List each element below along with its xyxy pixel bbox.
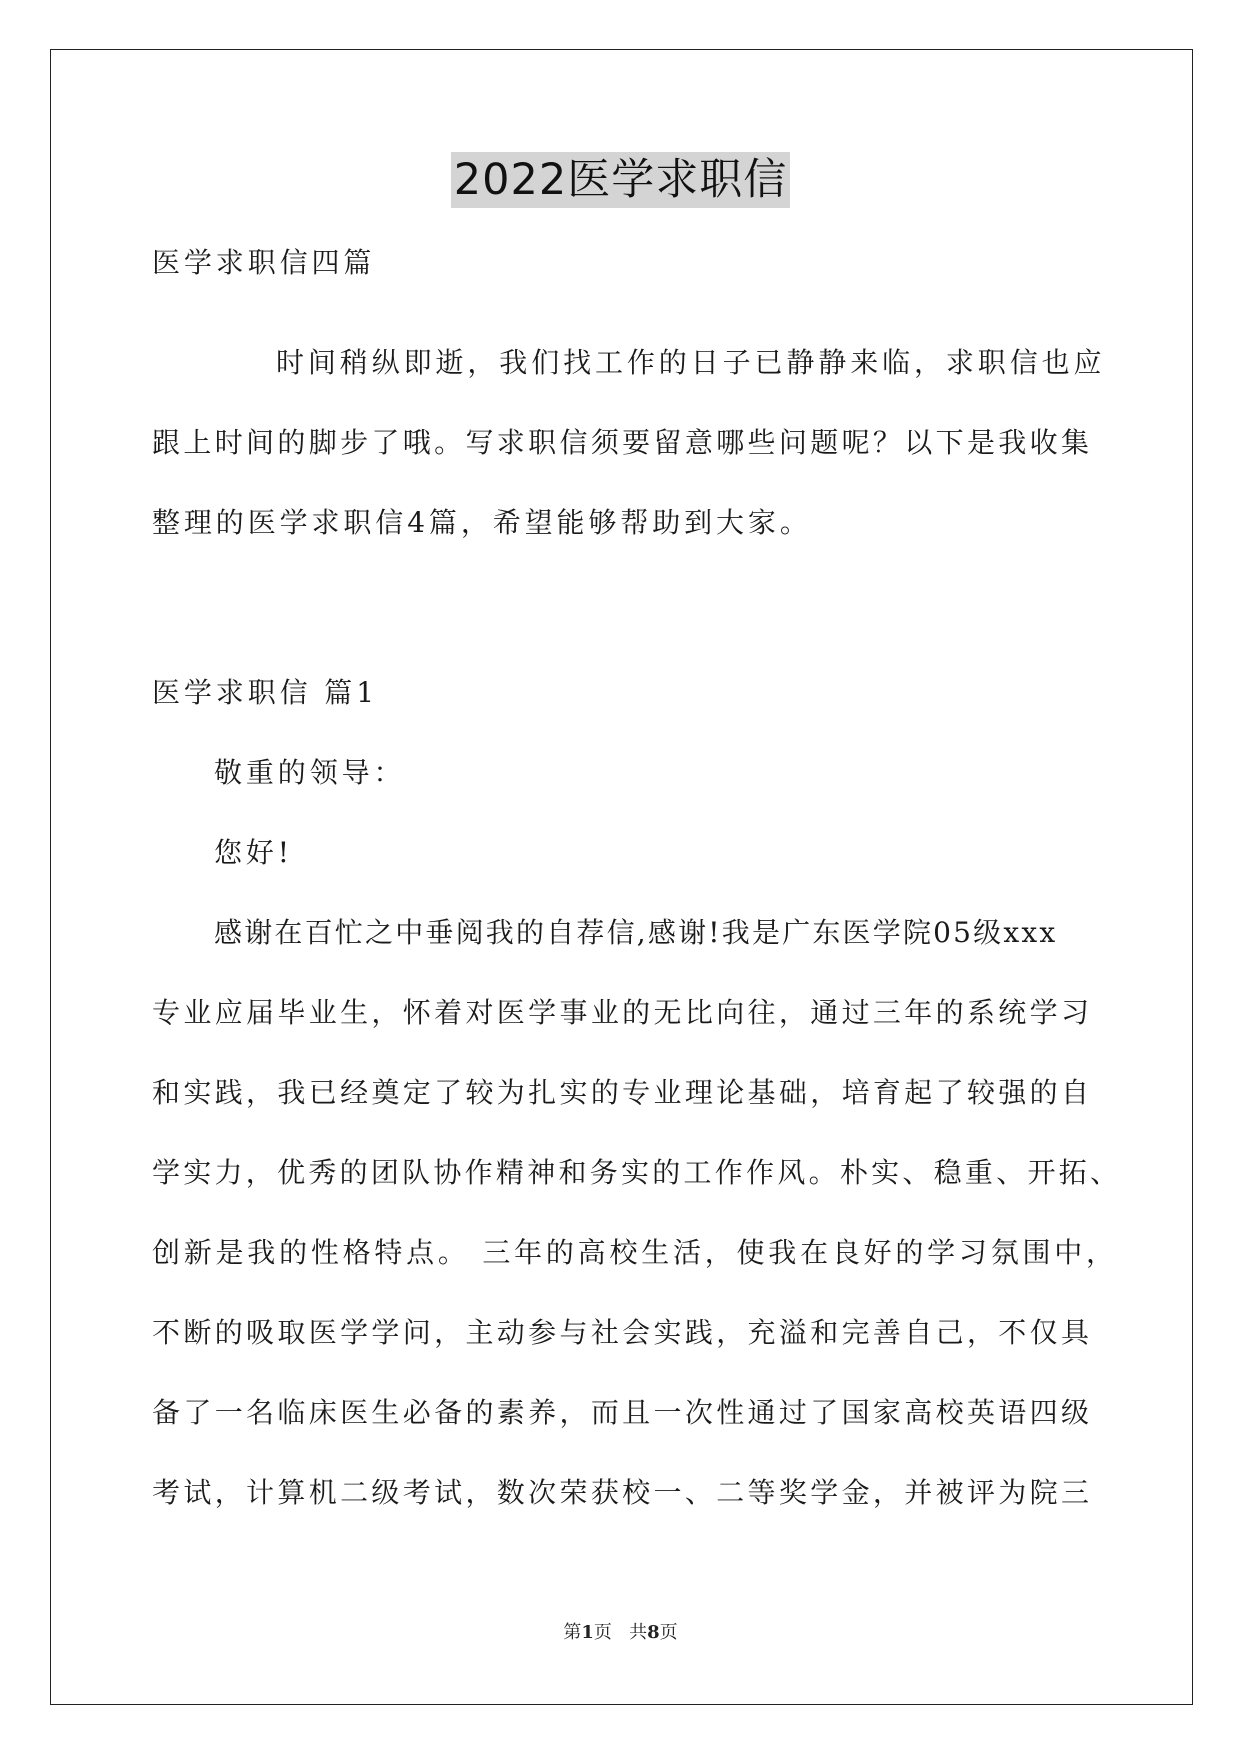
body-line-3: 和实践，我已经奠定了较为扎实的专业理论基础，培育起了较强的自 [152, 1076, 1089, 1109]
intro-line-1: 时间稍纵即逝，我们找工作的日子已静静来临，求职信也应 [276, 346, 1106, 379]
footer-page-prefix: 第 [563, 1622, 582, 1643]
footer-page-suffix: 页 [593, 1622, 612, 1643]
footer-total-number: 8 [647, 1622, 660, 1643]
body-line-2: 专业应届毕业生，怀着对医学事业的无比向往，通过三年的系统学习 [152, 996, 1089, 1029]
footer-page-number: 1 [581, 1622, 594, 1643]
page-border [50, 49, 1193, 1705]
title-wrap [0, 152, 1241, 208]
footer-total-prefix: 共 [629, 1622, 648, 1643]
greeting: 您好! [214, 836, 293, 869]
footer-total-suffix: 页 [659, 1622, 678, 1643]
section-heading: 医学求职信 篇1 [152, 676, 378, 709]
body-line-8: 考试，计算机二级考试，数次荣获校一、二等奖学金，并被评为院三 [152, 1476, 1089, 1509]
salutation: 敬重的领导： [214, 756, 406, 789]
body-line-4: 学实力，优秀的团队协作精神和务实的工作作风。朴实、稳重、开拓、 [152, 1156, 1118, 1189]
subtitle: 医学求职信四篇 [152, 246, 376, 279]
page-footer [0, 1620, 1241, 1646]
intro-line-2: 跟上时间的脚步了哦。写求职信须要留意哪些问题呢？以下是我收集 [152, 426, 1089, 459]
intro-line-3: 整理的医学求职信4篇，希望能够帮助到大家。 [152, 506, 812, 539]
document-title: 2022医学求职信 [451, 152, 790, 208]
body-line-6: 不断的吸取医学学问，主动参与社会实践，充溢和完善自己，不仅具 [152, 1316, 1089, 1349]
body-line-5: 创新是我的性格特点。 三年的高校生活，使我在良好的学习氛围中， [152, 1236, 1114, 1269]
body-line-1: 感谢在百忙之中垂阅我的自荐信,感谢!我是广东医学院05级xxx [214, 916, 1058, 949]
body-line-7: 备了一名临床医生必备的素养，而且一次性通过了国家高校英语四级 [152, 1396, 1089, 1429]
